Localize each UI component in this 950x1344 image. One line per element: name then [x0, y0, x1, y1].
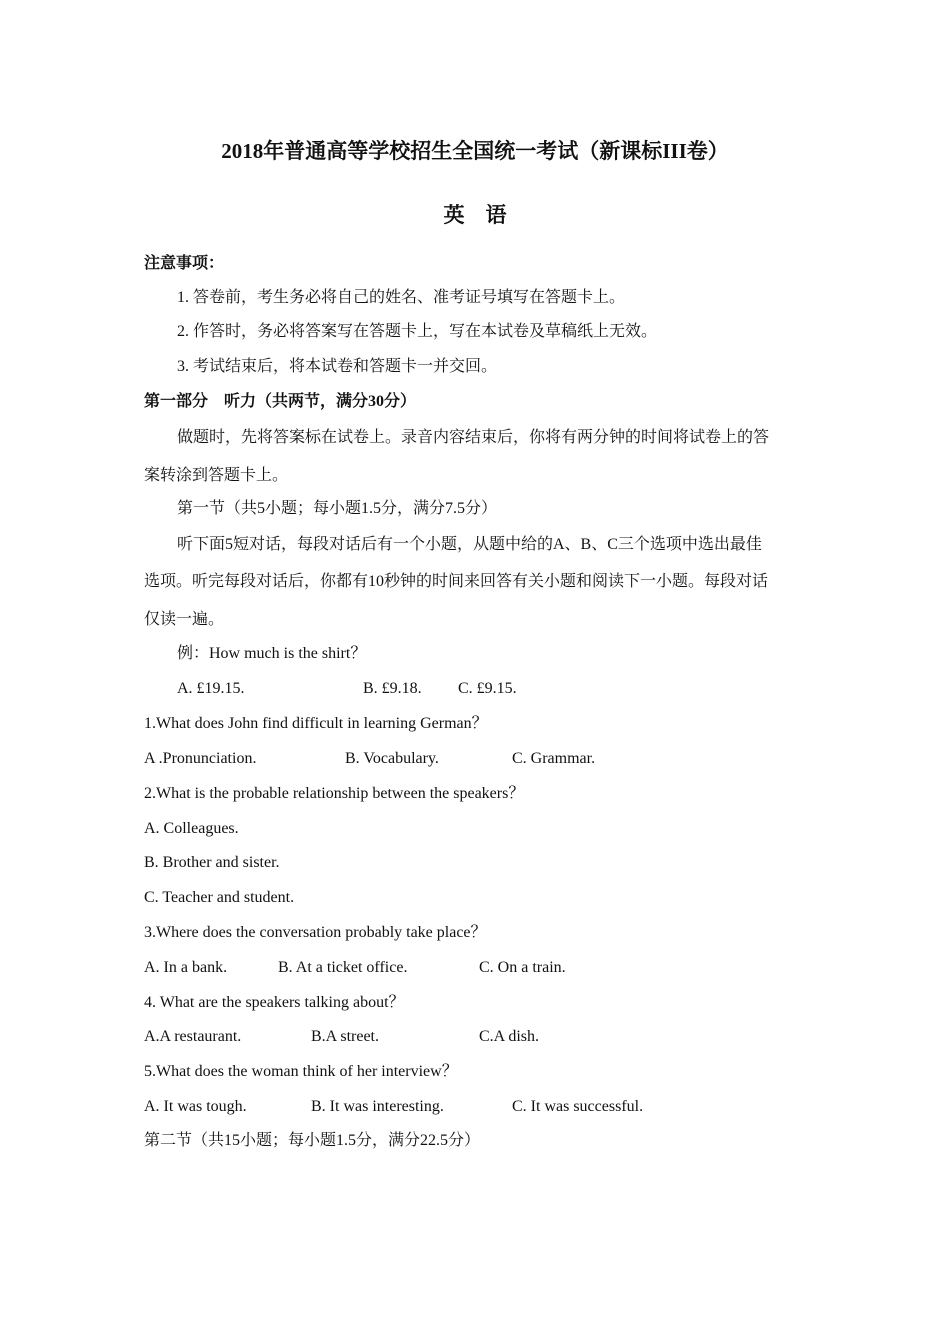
notice-heading: 注意事项： — [144, 255, 225, 272]
question-1-option-b: B. Vocabulary. — [345, 750, 439, 767]
notice-item: 1. 答卷前，考生务必将自己的姓名、准考证号填写在答题卡上。 — [177, 289, 626, 306]
question-3-option-b: B. At a ticket office. — [278, 959, 408, 976]
subject-title: 英 语 — [443, 203, 507, 227]
question-5-option-c: C. It was successful. — [512, 1098, 644, 1115]
question-5-option-a: A. It was tough. — [144, 1098, 247, 1115]
question-4-option-a: A.A restaurant. — [144, 1028, 242, 1045]
question-2: 2.What is the probable relationship between the speakers？ — [144, 785, 525, 802]
question-1: 1.What does John find difficult in learning German？ — [144, 715, 488, 732]
question-3-option-a: A. In a bank. — [144, 959, 228, 976]
example-option: B. £9.18. — [363, 680, 422, 697]
question-2-option-b: B. Brother and sister. — [144, 854, 280, 871]
question-4-option-b: B.A street. — [311, 1028, 379, 1045]
question-5-option-b: B. It was interesting. — [311, 1098, 444, 1115]
part1-heading: 第一部分 听力（共两节，满分30分） — [144, 393, 417, 410]
example-question: 例：How much is the shirt？ — [177, 645, 367, 662]
notice-item: 3. 考试结束后，将本试卷和答题卡一并交回。 — [177, 358, 498, 375]
section1-instruction: 仅读一遍。 — [144, 611, 225, 628]
question-3-option-c: C. On a train. — [479, 959, 566, 976]
example-option: C. £9.15. — [458, 680, 517, 697]
question-2-option-c: C. Teacher and student. — [144, 889, 295, 906]
question-2-option-a: A. Colleagues. — [144, 820, 239, 837]
question-4: 4. What are the speakers talking about？ — [144, 994, 405, 1011]
section1-instruction: 选项。听完每段对话后，你都有10秒钟的时间来回答有关小题和阅读下一小题。每段对话 — [144, 573, 769, 590]
question-1-option-a: A .Pronunciation. — [144, 750, 257, 767]
notice-item: 2. 作答时，务必将答案写在答题卡上，写在本试卷及草稿纸上无效。 — [177, 323, 658, 340]
part1-instruction: 做题时，先将答案标在试卷上。录音内容结束后，你将有两分钟的时间将试卷上的答 — [177, 429, 770, 446]
exam-title: 2018年普通高等学校招生全国统一考试（新课标III卷） — [221, 139, 729, 163]
question-1-option-c: C. Grammar. — [512, 750, 596, 767]
section1-heading: 第一节（共5小题；每小题1.5分，满分7.5分） — [177, 500, 498, 517]
question-5: 5.What does the woman think of her interview？ — [144, 1063, 458, 1080]
part1-instruction: 案转涂到答题卡上。 — [144, 467, 289, 484]
question-4-option-c: C.A dish. — [479, 1028, 540, 1045]
question-3: 3.Where does the conversation probably take place？ — [144, 924, 487, 941]
example-option: A. £19.15. — [177, 680, 245, 697]
section1-instruction: 听下面5短对话，每段对话后有一个小题，从题中给的A、B、C三个选项中选出最佳 — [177, 536, 762, 553]
section2-heading: 第二节（共15小题；每小题1.5分，满分22.5分） — [144, 1132, 481, 1149]
